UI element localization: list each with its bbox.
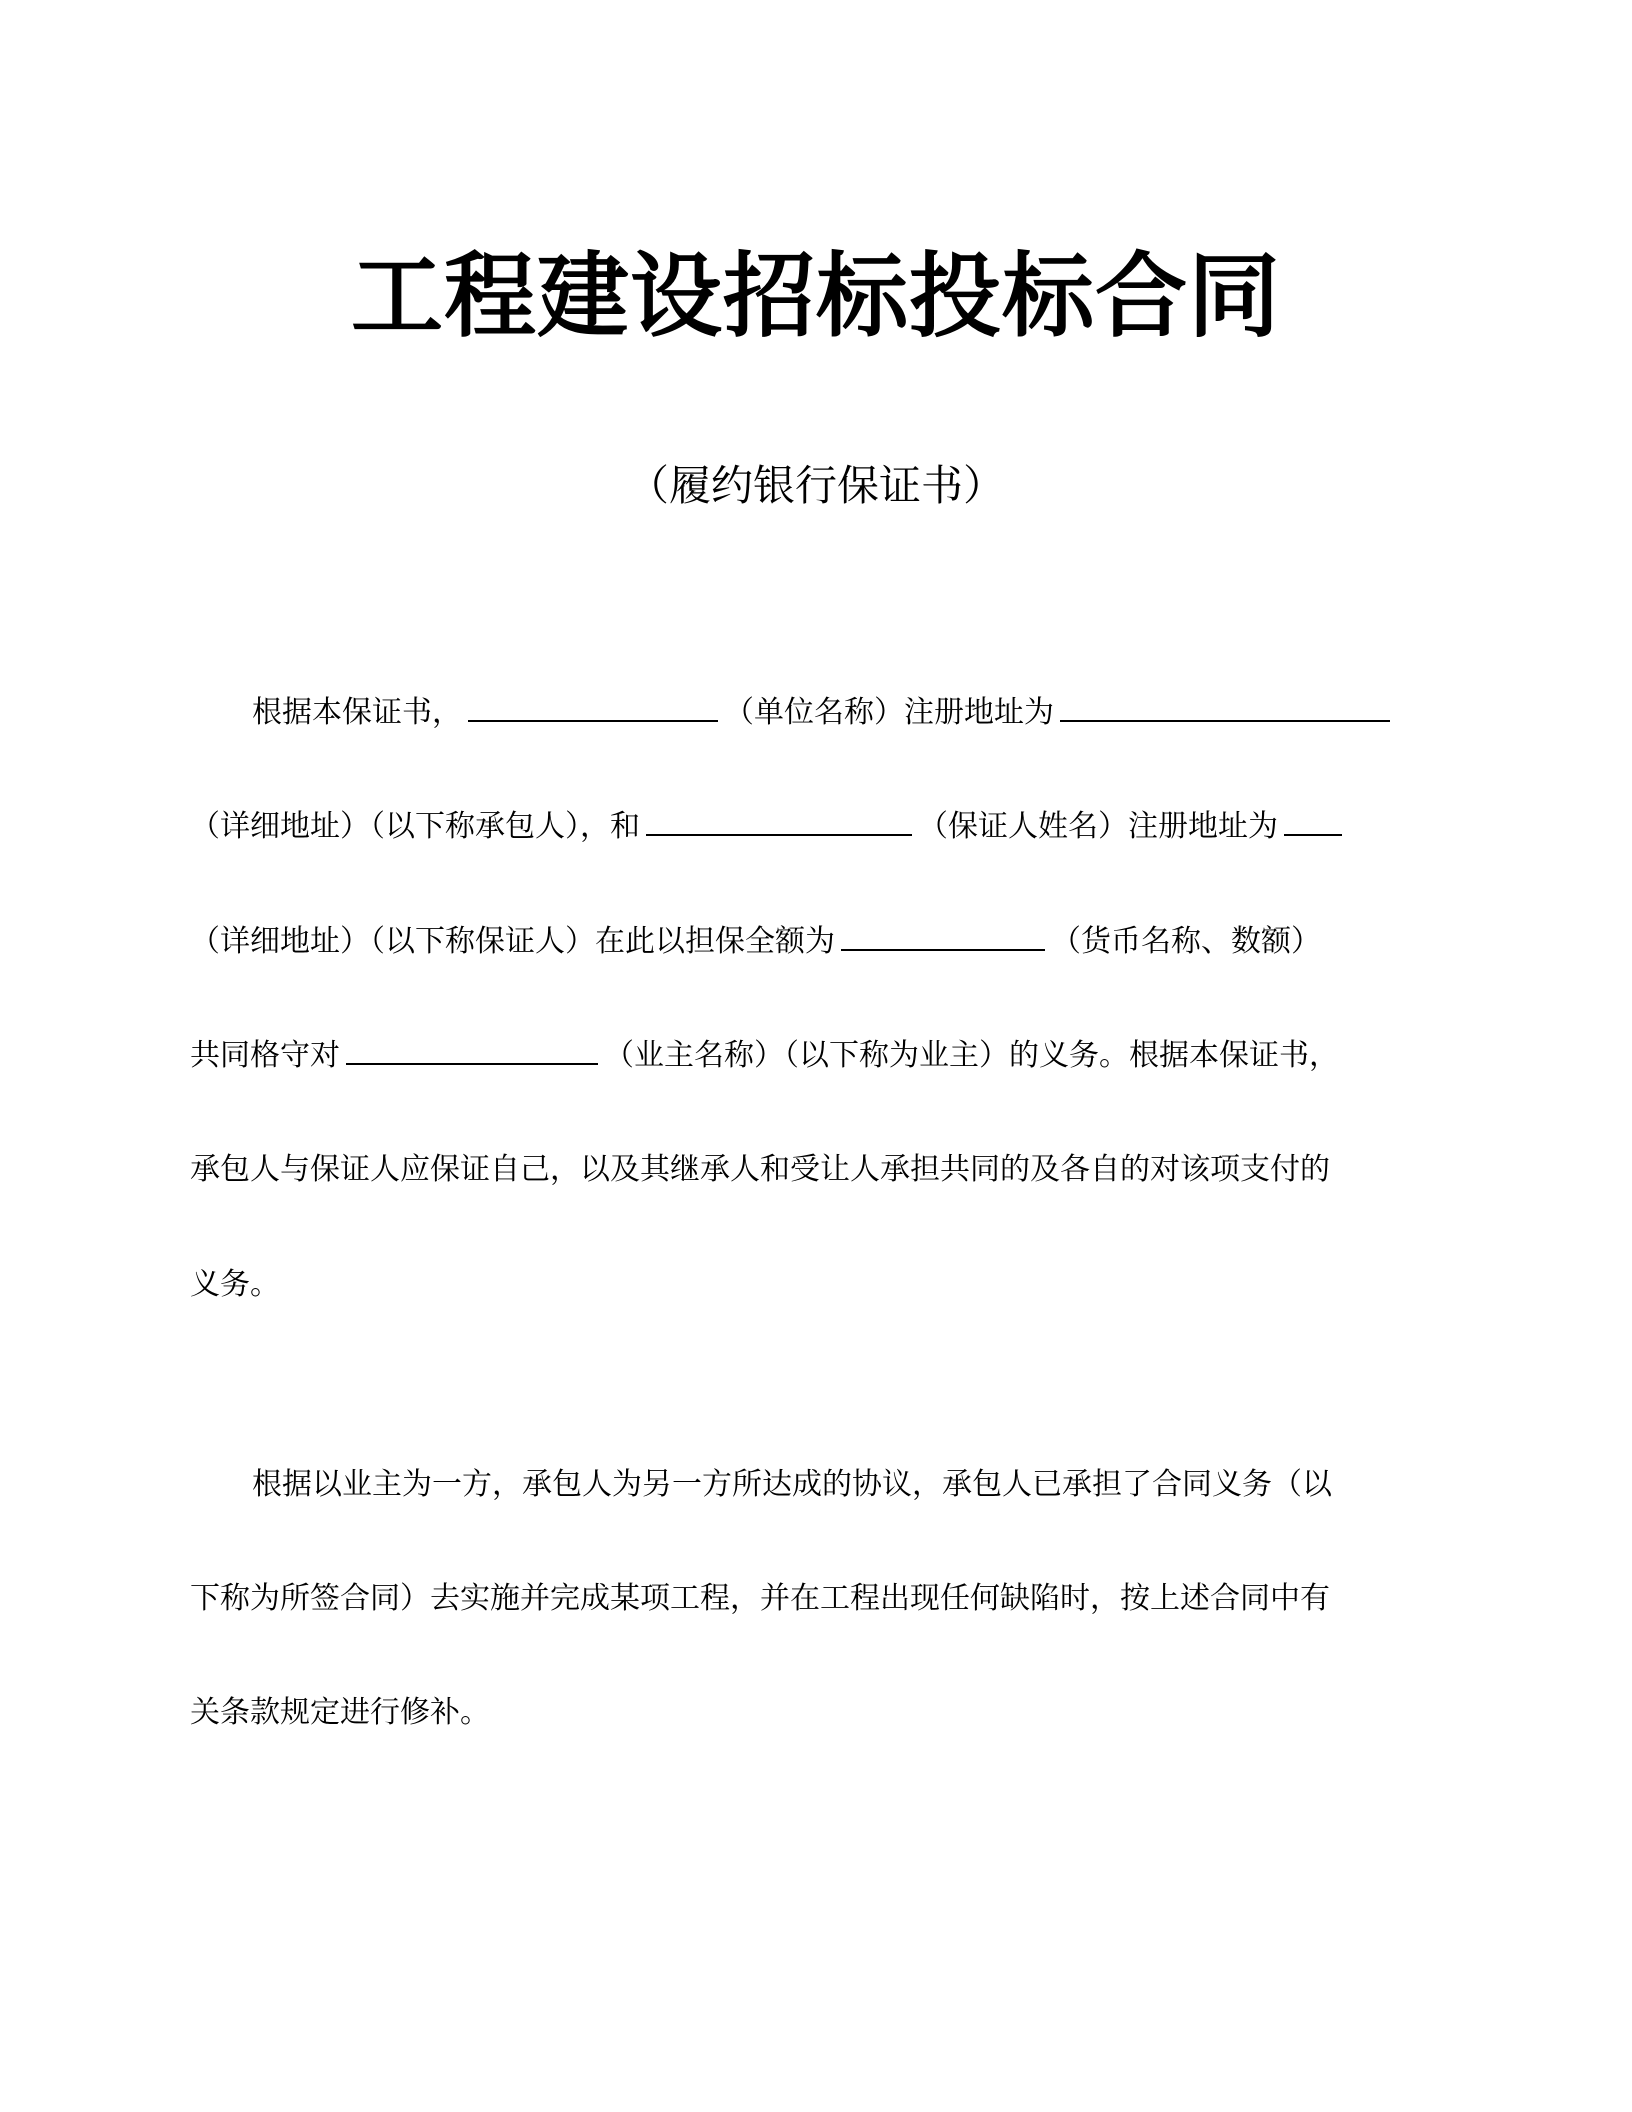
text-segment: （详细地址）（以下称保证人）在此以担保全额为 [190, 924, 835, 959]
paragraph-2-line-3: 关条款规定进行修补。 [190, 1695, 490, 1730]
paragraph-1-line-3 [190, 917, 1321, 967]
text-segment: （业主名称）（以下称为业主）的义务。根据本保证书， [604, 1038, 1339, 1073]
text-segment: （单位名称）注册地址为 [724, 695, 1054, 730]
guarantor-address-blank [1284, 804, 1342, 836]
paragraph-1-line-1 [252, 688, 1396, 738]
document-title: 工程建设招标投标合同 [350, 243, 1281, 350]
paragraph-1-line-2 [190, 802, 1348, 852]
text-segment: （保证人姓名）注册地址为 [918, 809, 1278, 844]
paragraph-2-line-1: 根据以业主为一方，承包人为另一方所达成的协议，承包人已承担了合同义务（以 [252, 1467, 1332, 1502]
paragraph-1-line-5: 承包人与保证人应保证自己，以及其继承人和受让人承担共同的及各自的对该项支付的 [190, 1152, 1330, 1187]
paragraph-1-line-4 [190, 1031, 1339, 1081]
document-subtitle: （履约银行保证书） [626, 461, 1005, 510]
owner-name-blank [346, 1033, 598, 1065]
text-segment: 根据本保证书， [252, 695, 462, 730]
paragraph-1-line-6: 义务。 [190, 1267, 280, 1302]
text-segment: （详细地址）（以下称承包人），和 [190, 809, 640, 844]
text-segment: （货币名称、数额） [1051, 924, 1321, 959]
paragraph-2-line-2: 下称为所签合同）去实施并完成某项工程，并在工程出现任何缺陷时，按上述合同中有 [190, 1581, 1330, 1616]
registered-address-blank [1060, 690, 1390, 722]
unit-name-blank [468, 690, 718, 722]
guarantor-name-blank [646, 804, 912, 836]
text-segment: 共同格守对 [190, 1038, 340, 1073]
guarantee-amount-blank [841, 919, 1045, 951]
